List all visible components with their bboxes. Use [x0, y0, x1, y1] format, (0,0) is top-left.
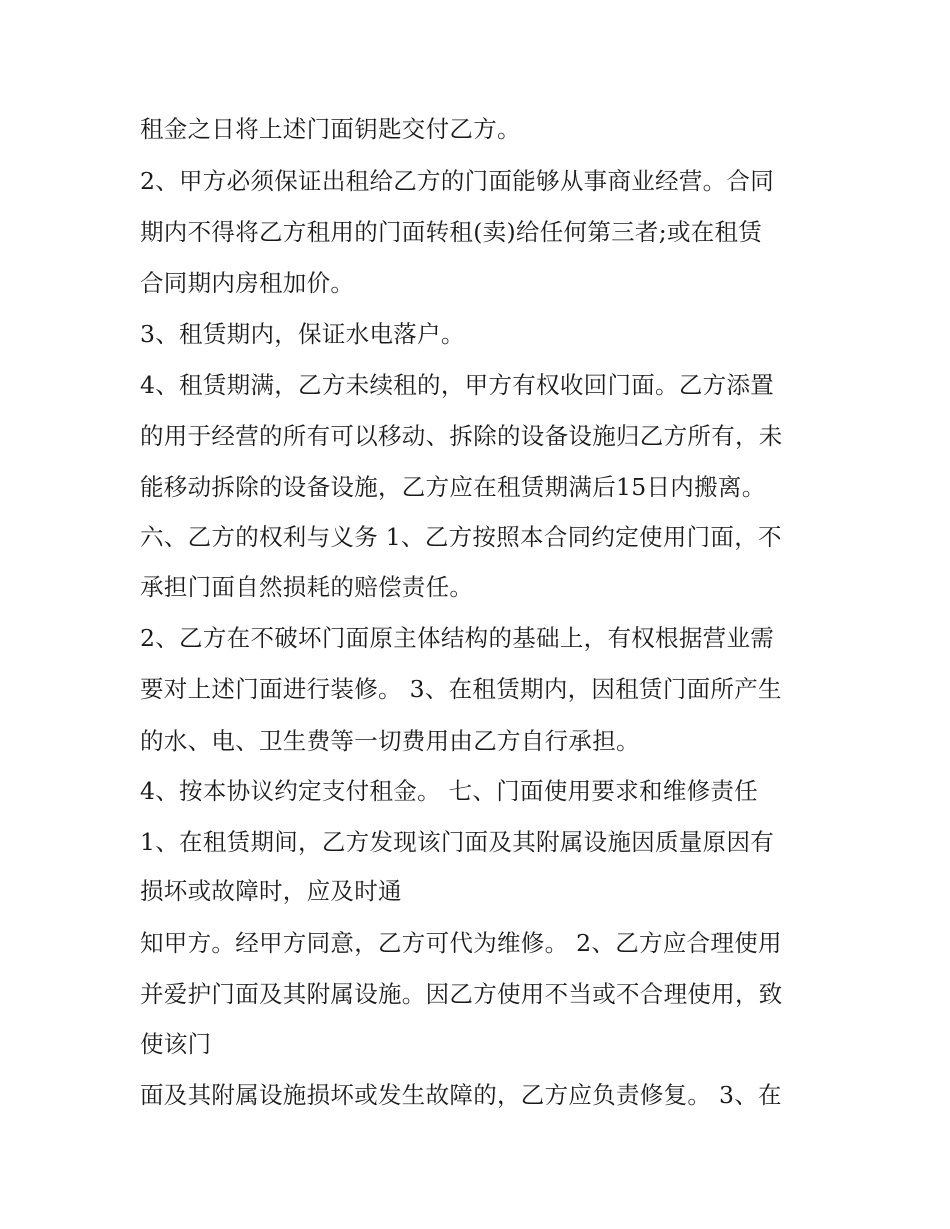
- text-line: 的用于经营的所有可以移动、拆除的设备设施归乙方所有，未: [140, 422, 783, 450]
- text-line: 并爱护门面及其附属设施。因乙方使用不当或不合理使用，致: [140, 980, 783, 1008]
- text-line: 的水、电、卫生费等一切费用由乙方自行承担。: [140, 727, 640, 755]
- text-line: 4、租赁期满，乙方未续租的，甲方有权收回门面。乙方添置: [140, 371, 775, 399]
- text-line: 要对上述门面进行装修。 3、在租赁期内，因租赁门面所产生: [140, 675, 782, 703]
- text-line: 合同期内房租加价。: [140, 269, 355, 297]
- text-line: 承担门面自然损耗的赔偿责任。: [140, 573, 474, 601]
- text-line: 使该门: [140, 1030, 212, 1058]
- text-line: 能移动拆除的设备设施，乙方应在租赁期满后15日内搬离。: [140, 473, 766, 501]
- text-line: 1、在租赁期间，乙方发现该门面及其附属设施因质量原因有: [140, 828, 775, 856]
- text-line: 2、甲方必须保证出租给乙方的门面能够从事商业经营。合同: [140, 167, 775, 195]
- text-line: 六、乙方的权利与义务 1、乙方按照本合同约定使用门面，不: [140, 523, 782, 551]
- text-line: 租金之日将上述门面钥匙交付乙方。: [140, 115, 521, 143]
- text-line: 损坏或故障时，应及时通: [140, 877, 402, 905]
- text-line: 面及其附属设施损坏或发生故障的，乙方应负责修复。 3、在: [140, 1081, 782, 1109]
- text-line: 2、乙方在不破坏门面原主体结构的基础上，有权根据营业需: [140, 624, 775, 652]
- text-line: 期内不得将乙方租用的门面转租(卖)给任何第三者;或在租赁: [140, 218, 763, 246]
- text-line: 知甲方。经甲方同意，乙方可代为维修。 2、乙方应合理使用: [140, 929, 782, 957]
- text-line: 4、按本协议约定支付租金。 七、门面使用要求和维修责任: [140, 777, 759, 805]
- text-line: 3、租赁期内，保证水电落户。: [140, 320, 465, 348]
